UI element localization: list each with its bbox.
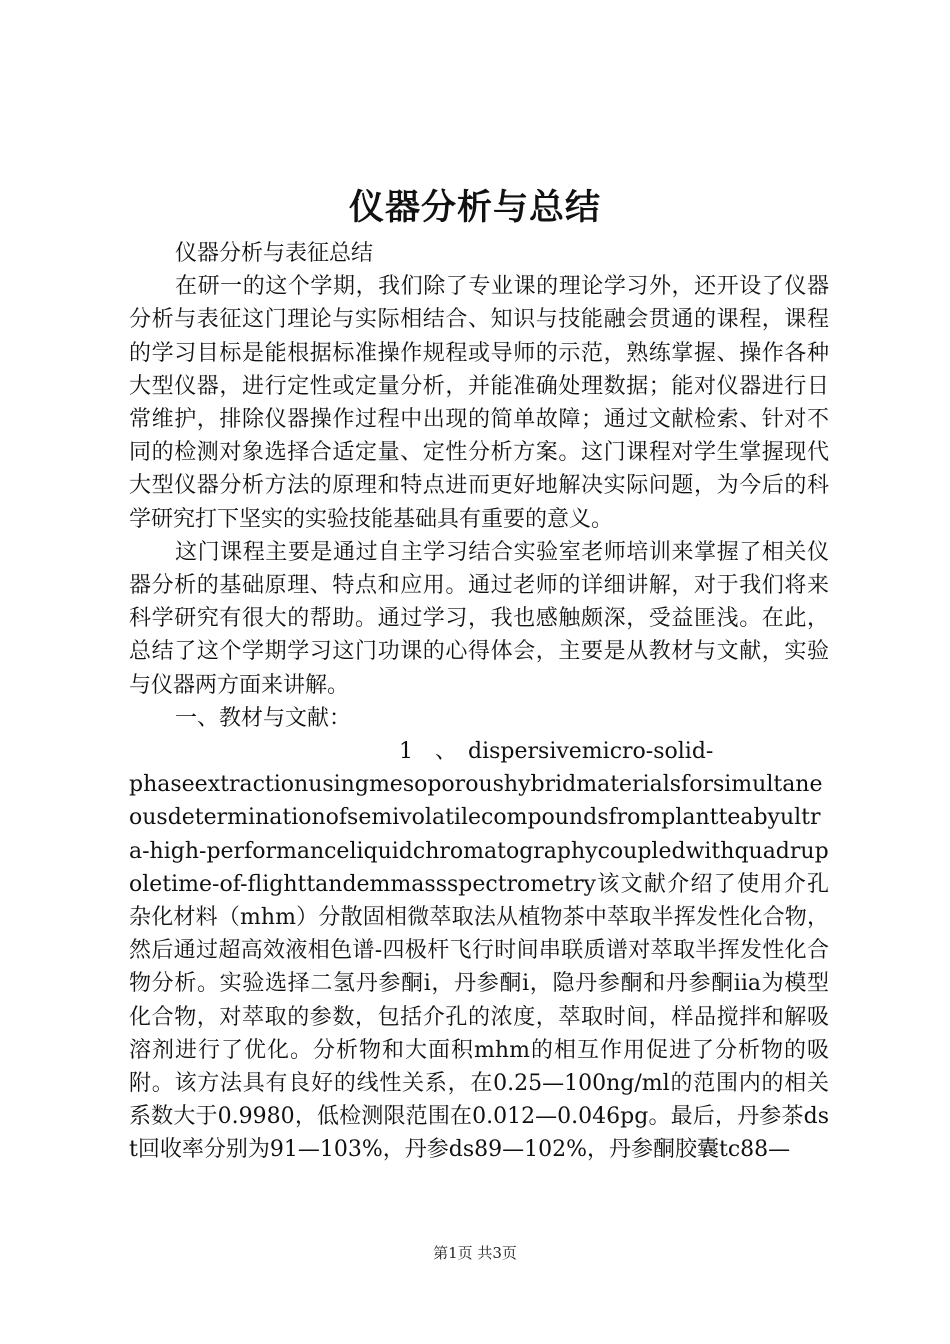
document-body [129, 237, 829, 1167]
subtitle-line: 仪器分析与表征总结 [175, 241, 374, 266]
section-heading: 一、教材与文献： [175, 705, 352, 731]
document-title: 仪器分析与总结 [348, 188, 601, 228]
paragraph-method: 这门课程主要是通过自主学习结合实验室老师培训来掌握了相关仪器分析的基础原理、特点和应用。通过老师的详细讲解，对于我们将来科学研究有很大的帮助。通过学习，我也感触颇深，受益匪浅。在此，总结了这个学期学习这门功课的心得体会，主要是从教材与文献，实验与仪器两方面来讲解。 [129, 539, 829, 698]
page-footer: 第1页 共3页 [433, 1244, 517, 1262]
reference-1-body: phaseextractionusingmesoporoushybridmaterialsforsimultaneousdeterminationofsemivolatilecompoundsfromplantteabyultra-high-performanceliquidchromatographycoupledwithquadrupoletime-of-flighttandemmassspectrometry该文献介绍了使用介孔杂化材料（mhm）分散固相微萃取法从植物茶中萃取半挥发性化合物，然后通过超高效液相色谱-四极杆飞行时间串联质谱对萃取半挥发性化合物分析。实验选择二氢丹参酮i，丹参酮i，隐丹参酮和丹参酮iia为模型化合物，对萃取的参数，包括介孔的浓度，萃取时间，样品搅拌和解吸溶剂进行了优化。分析物和大面积mhm的相互作用促进了分析物的吸附。该方法具有良好的线性关系，在0.25—100ng/ml的范围内的相关系数大于0.9980，低检测限范围在0.012—0.046pg。最后，丹参茶dst回收率分别为91—103%，丹参ds89—102%，丹参酮胶囊tc88— [129, 772, 829, 1163]
reference-1-head: 1 、 dispersivemicro-solid- [399, 739, 714, 765]
paragraph-intro: 在研一的这个学期，我们除了专业课的理论学习外，还开设了仪器分析与表征这门理论与实际相结合、知识与技能融会贯通的课程，课程的学习目标是能根据标准操作规程或导师的示范，熟练掌握、操作各种大型仪器，进行定性或定量分析，并能准确处理数据；能对仪器进行日常维护，排除仪器操作过程中出现的简单故障；通过文献检索、针对不同的检测对象选择合适定量、定性分析方案。这门课程对学生掌握现代大型仪器分析方法的原理和特点进而更好地解决实际问题，为今后的科学研究打下坚实的实验技能基础具有重要的意义。 [129, 274, 829, 532]
